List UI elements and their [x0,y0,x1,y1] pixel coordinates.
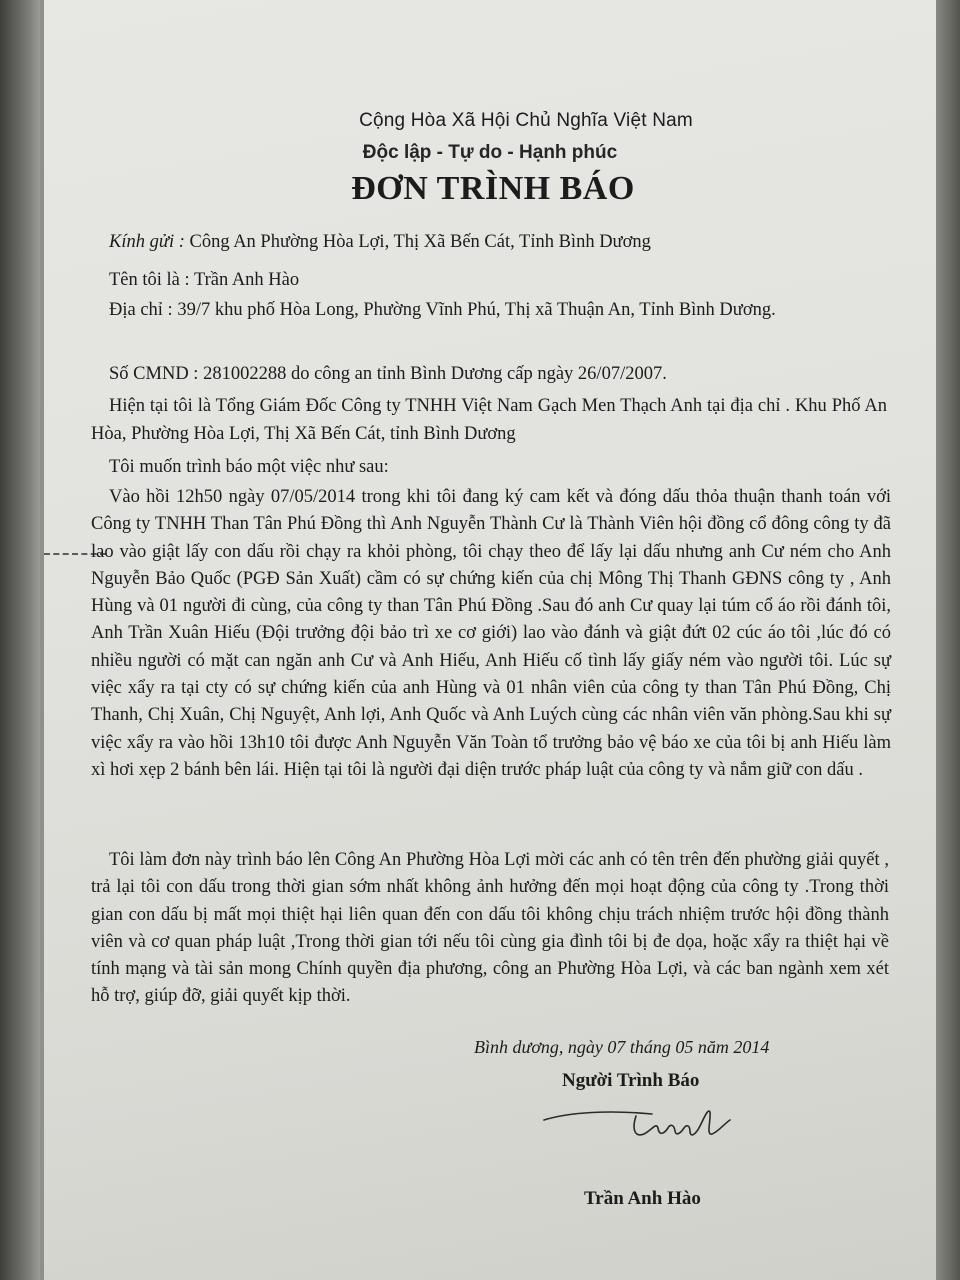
report-intro: Tôi muốn trình báo một việc như sau: [109,457,389,477]
request-paragraph: Tôi làm đơn này trình báo lên Công An Phường Hòa Lợi mời các anh có tên trên đến phường giải quyết , trả lại tôi con dấu trong thời gian sớm nhất không ảnh hưởng đến mọi hoạt động của công ty .Trong thời gian con dấu bị mất mọi thiệt hại liên quan đến con dấu tôi không chịu trách nhiệm trước hội đồng thành viên và cơ quan pháp luật ,Trong thời gian tới nếu tôi cùng gia đình tôi bị đe dọa, hoặc xẩy ra thiệt hại về tính mạng và tài sản mong Chính quyền địa phương, công an Phường Hòa Lợi, và các ban ngành xem xét hỗ trợ, giúp đỡ, giải quyết kịp thời. [91,850,889,1007]
country-heading: Cộng Hòa Xã Hội Chủ Nghĩa Việt Nam [359,110,693,131]
applicant-address: Địa chỉ : 39/7 khu phố Hòa Long, Phường Vĩnh Phú, Thị xã Thuận An, Tỉnh Bình Dương. [109,300,776,320]
recipient-line [109,228,889,256]
incident-paragraph: Vào hồi 12h50 ngày 07/05/2014 trong khi tôi đang ký cam kết và đóng dấu thỏa thuận thanh toán với Công ty TNHH Than Tân Phú Đồng thì Anh Nguyễn Thành Cư là Thành Viên hội đồng cổ đông công ty đã lao vào giật lấy con dấu rồi chạy ra khỏi phòng, tôi chạy theo để lấy lại dấu nhưng anh Cư ném cho Anh Nguyễn Bảo Quốc (PGĐ Sản Xuất) cầm có sự chứng kiến của chị Mông Thị Thanh GĐNS công ty , Anh Hùng và 01 người đi cùng, của công ty than Tân Phú Đồng .Sau đó anh Cư quay lại túm cổ áo rồi đánh tôi, Anh Trần Xuân Hiếu (Đội trưởng đội bảo trì xe cơ giới) lao vào đánh và giật đứt 02 cúc áo tôi ,lúc đó có nhiều người có mặt can ngăn anh Cư và Anh Hiếu, Anh Hiếu cố tình lấy giấy ném vào người tôi. Lúc sự việc xẩy ra tại cty có sự chứng kiến của anh Hùng và 01 nhân viên của công ty than Tân Phú Đồng, Chị Thanh, Chị Xuân, Chị Nguyệt, Anh lợi, Anh Quốc và Anh Luých cùng các nhân viên văn phòng.Sau khi sự việc xẩy ra vào hồi 13h10 tôi được Anh Nguyễn Văn Toàn tổ trưởng bảo vệ báo xe của tôi bị anh Hiếu làm xì hơi xẹp 2 bánh bên lái. Hiện tại tôi là người đại diện trước pháp luật của công ty và nắm giữ con dấu . [91,487,891,780]
position-paragraph: Hiện tại tôi là Tổng Giám Đốc Công ty TNHH Việt Nam Gạch Men Thạch Anh tại địa chỉ . Khu Phố An Hòa, Phường Hòa Lợi, Thị Xã Bến Cát, tỉnh Bình Dương [91,396,887,444]
recipient-value: Công An Phường Hòa Lợi, Thị Xã Bến Cát, Tỉnh Bình Dương [184,232,651,252]
id-card-line: Số CMND : 281002288 do công an tỉnh Bình Dương cấp ngày 26/07/2007. [109,364,667,384]
handwritten-signature [540,1098,760,1158]
document-page [44,0,936,1280]
applicant-name-line: Tên tôi là : Trần Anh Hào [109,270,300,290]
national-motto: Độc lập - Tự do - Hạnh phúc [362,142,618,163]
signer-title: Người Trình Báo [562,1070,700,1091]
photo-shadow-left [0,0,40,1280]
recipient-label: Kính gửi : [109,232,185,252]
photo-shadow-right [934,0,960,1280]
date-place-line: Bình dương, ngày 07 tháng 05 năm 2014 [474,1037,770,1057]
document-title: ĐƠN TRÌNH BÁO [351,170,635,207]
signer-name: Trần Anh Hào [584,1188,701,1209]
